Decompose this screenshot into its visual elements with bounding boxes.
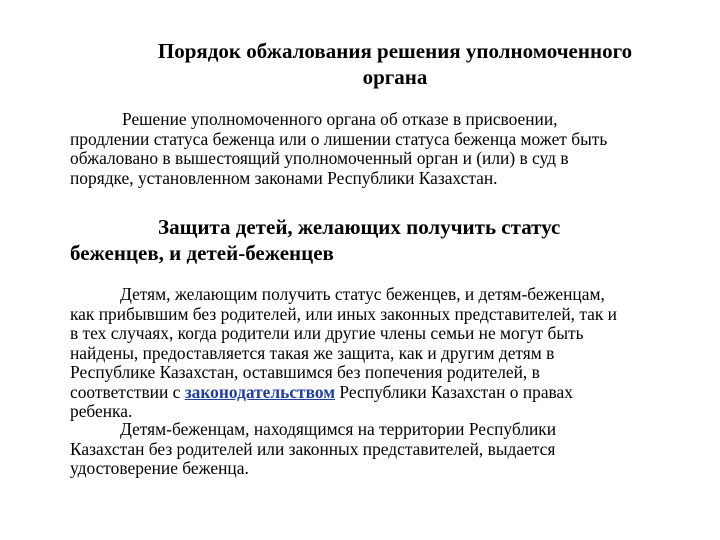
link-line-suffix: Республики Казахстан о правах (335, 381, 573, 402)
paragraph2-line: в тех случаях, когда родители или другие члены семьи не могут быть (70, 323, 584, 343)
paragraph2-line: Республике Казахстан, оставшимся без попечения родителей, в (70, 362, 540, 382)
paragraph3-line: Казахстан без родителей или законных представителей, выдается (70, 438, 556, 459)
paragraph2-line: как прибывшим без родителей, или иных законных представителей, так и (70, 303, 617, 324)
paragraph1-line: обжаловано в вышестоящий уполномоченный орган и (или) в суд в (70, 148, 569, 168)
paragraph2-line: ребенка. (70, 401, 133, 421)
paragraph2-line: найдены, предоставляется такая же защита, как и другим детям в (70, 342, 555, 363)
paragraph-child-protection (70, 285, 680, 422)
heading2-line1: Защита детей, желающих получить статус (158, 215, 561, 239)
paragraph2-line: Детям, желающим получить статус беженцев, и детям-беженцам, (120, 284, 605, 304)
heading-child-protection (70, 214, 680, 266)
legislation-link[interactable]: законодательством (184, 381, 336, 402)
paragraph-certificate (70, 420, 670, 479)
link-line-prefix: соответствии с (70, 381, 185, 402)
heading1-line1: Порядок обжалования решения уполномоченного (157, 39, 633, 63)
paragraph3-line: удостоверение беженца. (70, 458, 249, 478)
paragraph1-line: Решение уполномоченного органа об отказе в присвоении, (122, 109, 558, 129)
paragraph1-line: порядке, установленном законами Республики Казахстан. (70, 167, 498, 188)
paragraph2-link-line (70, 383, 680, 403)
paragraph-appeal (70, 110, 670, 188)
heading2-line2: беженцев, и детей-беженцев (70, 241, 334, 265)
heading-appeal-procedure (100, 38, 690, 90)
paragraph3-line: Детям-беженцам, находящимся на территории Республики (120, 419, 557, 439)
paragraph1-line: продлении статуса беженца или о лишении статуса беженца может быть (70, 128, 608, 149)
heading1-line2: органа (362, 65, 428, 89)
